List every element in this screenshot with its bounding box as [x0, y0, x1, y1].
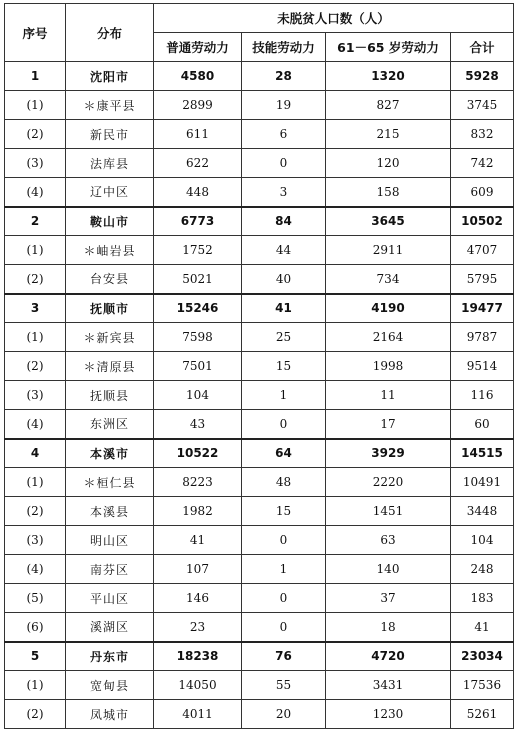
header-seq: 序号 [5, 4, 66, 62]
row-total: 23034 [451, 642, 514, 671]
row-total: 14515 [451, 439, 514, 468]
row-age-61-65-labor: 17 [326, 410, 451, 439]
row-region-name: 台安县 [66, 265, 154, 294]
population-table [4, 3, 514, 729]
row-seq: (3) [5, 149, 66, 178]
table-body [5, 62, 514, 729]
row-general-labor: 4011 [154, 700, 242, 729]
row-skilled-labor: 0 [242, 410, 326, 439]
row-seq: (2) [5, 700, 66, 729]
table-header [5, 4, 514, 62]
row-region-name: 法库县 [66, 149, 154, 178]
row-region-name: 鞍山市 [66, 207, 154, 236]
table-row-county [5, 468, 514, 497]
row-seq: (4) [5, 555, 66, 584]
row-seq: 1 [5, 62, 66, 91]
row-total: 116 [451, 381, 514, 410]
population-table-page [4, 3, 513, 729]
row-general-labor: 7501 [154, 352, 242, 381]
row-total: 183 [451, 584, 514, 613]
row-skilled-labor: 28 [242, 62, 326, 91]
table-row-county [5, 323, 514, 352]
row-general-labor: 1752 [154, 236, 242, 265]
row-age-61-65-labor: 3645 [326, 207, 451, 236]
table-row-city [5, 642, 514, 671]
row-seq: (1) [5, 91, 66, 120]
table-row-county [5, 91, 514, 120]
row-general-labor: 448 [154, 178, 242, 207]
row-age-61-65-labor: 3929 [326, 439, 451, 468]
table-row-city [5, 294, 514, 323]
table-row-county [5, 410, 514, 439]
row-general-labor: 5021 [154, 265, 242, 294]
row-skilled-labor: 0 [242, 613, 326, 642]
row-region-name: 南芬区 [66, 555, 154, 584]
row-region-name: ＊康平县 [66, 91, 154, 120]
row-total: 742 [451, 149, 514, 178]
row-skilled-labor: 84 [242, 207, 326, 236]
row-general-labor: 2899 [154, 91, 242, 120]
row-age-61-65-labor: 11 [326, 381, 451, 410]
row-seq: (6) [5, 613, 66, 642]
row-skilled-labor: 40 [242, 265, 326, 294]
row-seq: (2) [5, 497, 66, 526]
row-total: 4707 [451, 236, 514, 265]
row-skilled-labor: 15 [242, 497, 326, 526]
row-seq: 5 [5, 642, 66, 671]
row-age-61-65-labor: 827 [326, 91, 451, 120]
header-age: 61－65 岁劳动力 [326, 33, 451, 62]
row-skilled-labor: 1 [242, 381, 326, 410]
row-total: 60 [451, 410, 514, 439]
row-skilled-labor: 3 [242, 178, 326, 207]
row-general-labor: 622 [154, 149, 242, 178]
table-row-city [5, 439, 514, 468]
row-general-labor: 15246 [154, 294, 242, 323]
row-seq: (2) [5, 265, 66, 294]
row-skilled-labor: 76 [242, 642, 326, 671]
row-region-name: 沈阳市 [66, 62, 154, 91]
row-skilled-labor: 64 [242, 439, 326, 468]
row-general-labor: 8223 [154, 468, 242, 497]
table-row-city [5, 207, 514, 236]
table-row-county [5, 555, 514, 584]
row-age-61-65-labor: 734 [326, 265, 451, 294]
row-region-name: 丹东市 [66, 642, 154, 671]
table-row-county [5, 526, 514, 555]
row-skilled-labor: 0 [242, 149, 326, 178]
table-row-county [5, 381, 514, 410]
row-general-labor: 611 [154, 120, 242, 149]
header-region: 分布 [66, 4, 154, 62]
row-age-61-65-labor: 3431 [326, 671, 451, 700]
row-total: 10491 [451, 468, 514, 497]
row-general-labor: 4580 [154, 62, 242, 91]
table-row-city [5, 62, 514, 91]
row-seq: (1) [5, 671, 66, 700]
row-skilled-labor: 20 [242, 700, 326, 729]
row-seq: (4) [5, 178, 66, 207]
table-row-county [5, 700, 514, 729]
row-total: 832 [451, 120, 514, 149]
row-general-labor: 1982 [154, 497, 242, 526]
row-region-name: ＊岫岩县 [66, 236, 154, 265]
row-age-61-65-labor: 4720 [326, 642, 451, 671]
row-skilled-labor: 19 [242, 91, 326, 120]
row-region-name: 凤城市 [66, 700, 154, 729]
row-age-61-65-labor: 158 [326, 178, 451, 207]
row-total: 5928 [451, 62, 514, 91]
row-total: 5261 [451, 700, 514, 729]
table-row-county [5, 352, 514, 381]
row-total: 9514 [451, 352, 514, 381]
row-total: 3448 [451, 497, 514, 526]
header-general: 普通劳动力 [154, 33, 242, 62]
row-age-61-65-labor: 37 [326, 584, 451, 613]
row-skilled-labor: 15 [242, 352, 326, 381]
row-seq: 3 [5, 294, 66, 323]
row-region-name: ＊桓仁县 [66, 468, 154, 497]
row-region-name: 抚顺市 [66, 294, 154, 323]
row-general-labor: 43 [154, 410, 242, 439]
row-seq: (2) [5, 352, 66, 381]
table-row-county [5, 236, 514, 265]
row-total: 41 [451, 613, 514, 642]
row-region-name: ＊新宾县 [66, 323, 154, 352]
row-region-name: 东洲区 [66, 410, 154, 439]
row-skilled-labor: 41 [242, 294, 326, 323]
table-row-county [5, 265, 514, 294]
row-general-labor: 107 [154, 555, 242, 584]
row-total: 17536 [451, 671, 514, 700]
row-age-61-65-labor: 215 [326, 120, 451, 149]
row-general-labor: 14050 [154, 671, 242, 700]
row-region-name: ＊清原县 [66, 352, 154, 381]
row-seq: (3) [5, 381, 66, 410]
row-general-labor: 41 [154, 526, 242, 555]
row-skilled-labor: 0 [242, 584, 326, 613]
row-age-61-65-labor: 2911 [326, 236, 451, 265]
row-region-name: 平山区 [66, 584, 154, 613]
table-row-county [5, 178, 514, 207]
row-region-name: 抚顺县 [66, 381, 154, 410]
row-age-61-65-labor: 63 [326, 526, 451, 555]
row-region-name: 本溪县 [66, 497, 154, 526]
row-seq: (1) [5, 468, 66, 497]
table-row-county [5, 613, 514, 642]
row-total: 19477 [451, 294, 514, 323]
row-age-61-65-labor: 120 [326, 149, 451, 178]
table-row-county [5, 149, 514, 178]
table-row-county [5, 120, 514, 149]
row-region-name: 本溪市 [66, 439, 154, 468]
row-total: 5795 [451, 265, 514, 294]
row-age-61-65-labor: 18 [326, 613, 451, 642]
row-region-name: 溪湖区 [66, 613, 154, 642]
row-general-labor: 10522 [154, 439, 242, 468]
row-age-61-65-labor: 2164 [326, 323, 451, 352]
row-age-61-65-labor: 4190 [326, 294, 451, 323]
row-region-name: 辽中区 [66, 178, 154, 207]
row-total: 3745 [451, 91, 514, 120]
row-general-labor: 18238 [154, 642, 242, 671]
header-total: 合计 [451, 33, 514, 62]
row-skilled-labor: 25 [242, 323, 326, 352]
row-region-name: 宽甸县 [66, 671, 154, 700]
row-region-name: 明山区 [66, 526, 154, 555]
row-seq: (5) [5, 584, 66, 613]
row-general-labor: 104 [154, 381, 242, 410]
row-seq: (3) [5, 526, 66, 555]
row-general-labor: 146 [154, 584, 242, 613]
table-row-county [5, 497, 514, 526]
row-total: 10502 [451, 207, 514, 236]
row-age-61-65-labor: 1230 [326, 700, 451, 729]
row-age-61-65-labor: 1998 [326, 352, 451, 381]
table-row-county [5, 671, 514, 700]
table-row-county [5, 584, 514, 613]
row-seq: (2) [5, 120, 66, 149]
row-skilled-labor: 0 [242, 526, 326, 555]
row-skilled-labor: 44 [242, 236, 326, 265]
row-seq: (1) [5, 236, 66, 265]
header-group: 未脱贫人口数（人） [154, 4, 514, 33]
row-seq: (1) [5, 323, 66, 352]
row-seq: 2 [5, 207, 66, 236]
row-total: 104 [451, 526, 514, 555]
row-general-labor: 7598 [154, 323, 242, 352]
row-total: 248 [451, 555, 514, 584]
row-skilled-labor: 1 [242, 555, 326, 584]
row-general-labor: 23 [154, 613, 242, 642]
row-seq: 4 [5, 439, 66, 468]
row-total: 9787 [451, 323, 514, 352]
row-skilled-labor: 6 [242, 120, 326, 149]
row-total: 609 [451, 178, 514, 207]
header-skilled: 技能劳动力 [242, 33, 326, 62]
row-age-61-65-labor: 1320 [326, 62, 451, 91]
row-region-name: 新民市 [66, 120, 154, 149]
row-age-61-65-labor: 1451 [326, 497, 451, 526]
row-age-61-65-labor: 2220 [326, 468, 451, 497]
row-seq: (4) [5, 410, 66, 439]
row-general-labor: 6773 [154, 207, 242, 236]
row-skilled-labor: 55 [242, 671, 326, 700]
row-skilled-labor: 48 [242, 468, 326, 497]
row-age-61-65-labor: 140 [326, 555, 451, 584]
